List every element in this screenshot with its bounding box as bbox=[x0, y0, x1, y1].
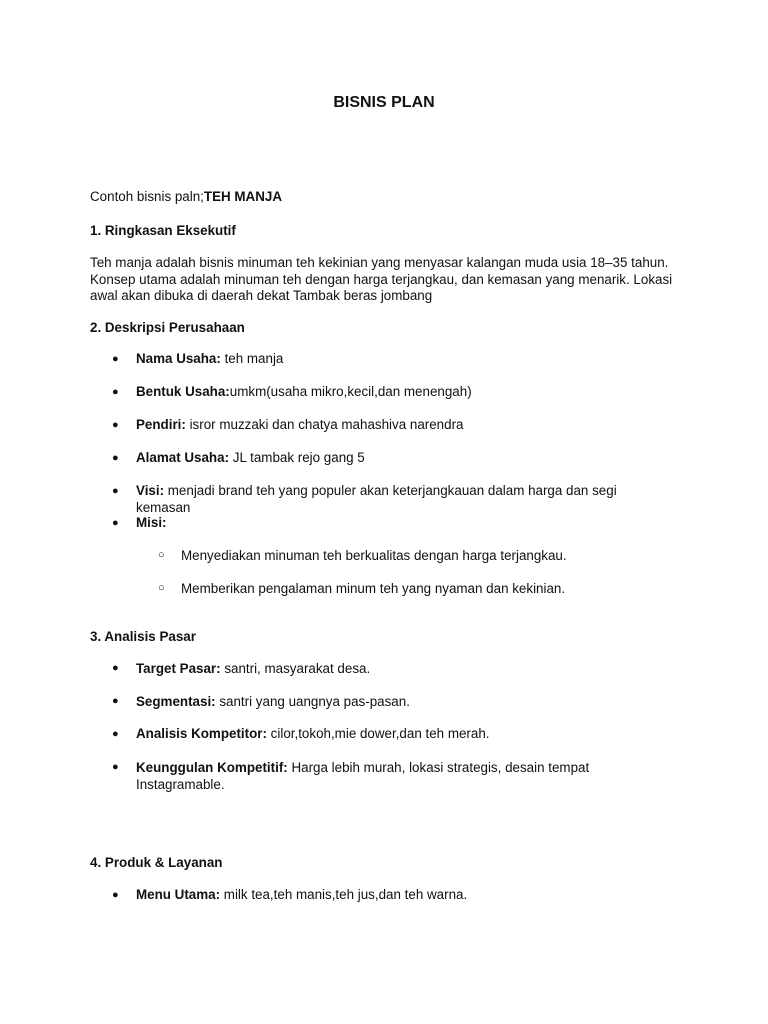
list-item bbox=[136, 450, 676, 467]
item-text: menjadi brand teh yang populer akan keterjangkauan dalam harga dan segi kemasan bbox=[136, 483, 617, 515]
document-title: BISNIS PLAN bbox=[333, 94, 435, 111]
item-text: isror muzzaki dan chatya mahashiva narendra bbox=[185, 417, 464, 432]
list-item bbox=[136, 483, 636, 516]
bullet-icon: ● bbox=[112, 662, 119, 674]
section-4-heading: 4. Produk & Layanan bbox=[90, 855, 223, 870]
list-item bbox=[136, 760, 616, 793]
intro-line bbox=[90, 189, 282, 204]
bullet-icon: ● bbox=[112, 517, 119, 529]
bullet-icon: ● bbox=[112, 386, 119, 398]
sub-list-item: Memberikan pengalaman minum teh yang nyaman dan kekinian. bbox=[181, 581, 566, 596]
item-label: Pendiri: bbox=[136, 417, 186, 432]
item-label: Nama Usaha: bbox=[136, 351, 221, 366]
item-label: Keunggulan Kompetitif: bbox=[136, 760, 288, 775]
bullet-icon: ● bbox=[112, 728, 119, 740]
item-text: cilor,tokoh,mie dower,dan teh merah. bbox=[266, 726, 490, 741]
item-text: milk tea,teh manis,teh jus,dan teh warna. bbox=[220, 887, 468, 902]
intro-prefix: Contoh bisnis paln; bbox=[90, 189, 204, 204]
bullet-icon: ● bbox=[112, 695, 119, 707]
sub-bullet-icon: ○ bbox=[158, 549, 165, 561]
item-text: Harga lebih murah, lokasi strategis, desain tempat Instagramable. bbox=[136, 760, 590, 792]
bullet-icon: ● bbox=[112, 485, 119, 497]
item-text: JL tambak rejo gang 5 bbox=[229, 450, 365, 465]
item-label: Bentuk Usaha: bbox=[136, 384, 230, 399]
item-label: Misi: bbox=[136, 515, 167, 530]
bullet-icon: ● bbox=[112, 761, 119, 773]
sub-bullet-icon: ○ bbox=[158, 582, 165, 594]
list-item bbox=[136, 515, 676, 532]
sub-list-item: Menyediakan minuman teh berkualitas dengan harga terjangkau. bbox=[181, 548, 567, 563]
section-1-heading: 1. Ringkasan Eksekutif bbox=[90, 223, 236, 238]
list-item bbox=[136, 417, 676, 434]
item-label: Analisis Kompetitor: bbox=[136, 726, 267, 741]
list-item bbox=[136, 384, 676, 401]
list-item bbox=[136, 887, 676, 904]
item-label: Target Pasar: bbox=[136, 661, 221, 676]
intro-business-name: TEH MANJA bbox=[203, 189, 283, 204]
item-text: santri, masyarakat desa. bbox=[220, 661, 371, 676]
item-label: Visi: bbox=[136, 483, 165, 498]
item-label: Menu Utama: bbox=[136, 887, 221, 902]
item-text: teh manja bbox=[220, 351, 284, 366]
list-item bbox=[136, 661, 676, 678]
item-text: santri yang uangnya pas-pasan. bbox=[215, 694, 410, 709]
bullet-icon: ● bbox=[112, 452, 119, 464]
section-2-heading: 2. Deskripsi Perusahaan bbox=[90, 320, 245, 335]
bullet-icon: ● bbox=[112, 419, 119, 431]
list-item bbox=[136, 726, 676, 743]
section-3-heading: 3. Analisis Pasar bbox=[90, 629, 196, 644]
item-label: Segmentasi: bbox=[136, 694, 216, 709]
list-item bbox=[136, 351, 676, 368]
bullet-icon: ● bbox=[112, 353, 119, 365]
section-1-paragraph: Teh manja adalah bisnis minuman teh kekinian yang menyasar kalangan muda usia 18–35 tahun. Konsep utama adalah minuman teh dengan harga terjangkau, dan kemasan yang menarik. Lokasi awal akan dibuka di daerah dekat Tambak beras jombang bbox=[90, 255, 673, 303]
bullet-icon: ● bbox=[112, 889, 119, 901]
item-label: Alamat Usaha: bbox=[136, 450, 230, 465]
list-item bbox=[136, 694, 676, 711]
item-text: umkm(usaha mikro,kecil,dan menengah) bbox=[229, 384, 472, 399]
